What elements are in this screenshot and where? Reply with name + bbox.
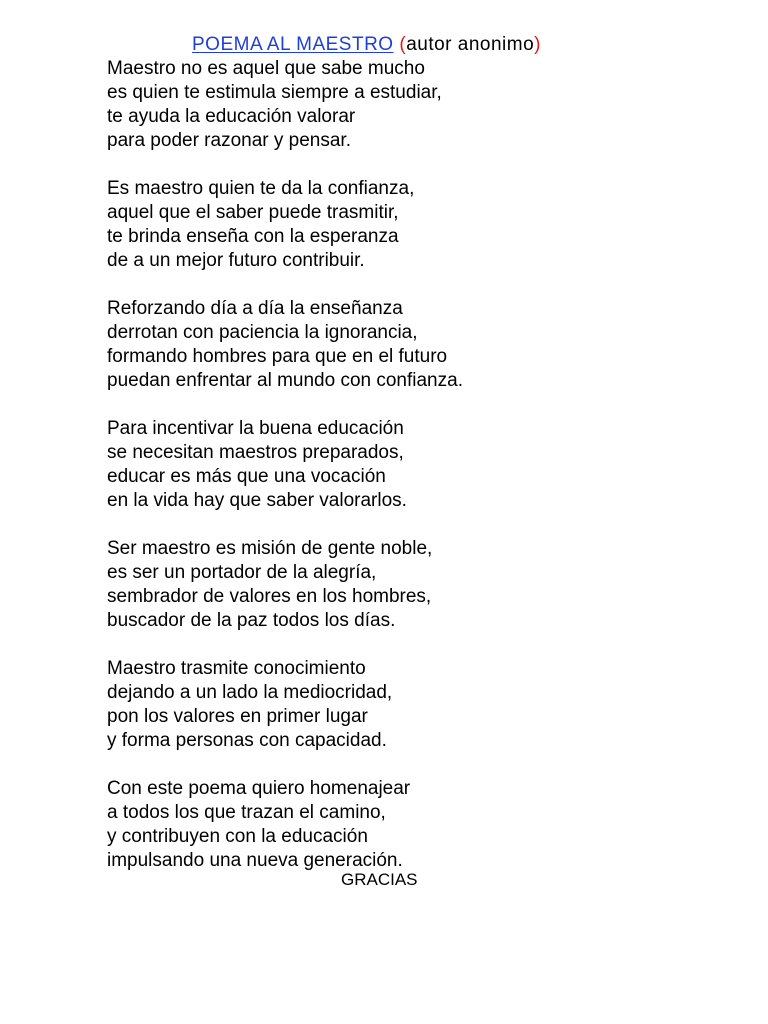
- poem-line: educar es más que una vocación: [107, 466, 386, 487]
- poem-line: dejando a un lado la mediocridad,: [107, 682, 393, 703]
- poem-line: Es maestro quien te da la confianza,: [107, 178, 415, 199]
- poem-body: [107, 57, 667, 897]
- poem-line: y forma personas con capacidad.: [107, 730, 387, 751]
- poem-title-link[interactable]: POEMA AL MAESTRO: [192, 34, 394, 55]
- closing-thanks: GRACIAS: [341, 870, 418, 889]
- poem-line: Con este poema quiero homenajear: [107, 778, 411, 799]
- poem-line: y contribuyen con la educación: [107, 826, 368, 847]
- poem-line: en la vida hay que saber valorarlos.: [107, 490, 407, 511]
- author-open-paren: (: [399, 34, 407, 55]
- poem-line: pon los valores en primer lugar: [107, 706, 368, 727]
- poem-line: Para incentivar la buena educación: [107, 418, 404, 439]
- poem-line: es ser un portador de la alegría,: [107, 562, 377, 583]
- poem-line: formando hombres para que en el futuro: [107, 346, 448, 367]
- poem-line: a todos los que trazan el camino,: [107, 802, 386, 823]
- poem-line: te ayuda la educación valorar: [107, 106, 356, 127]
- stanza-4: [107, 417, 667, 513]
- poem-line: derrotan con paciencia la ignorancia,: [107, 322, 418, 343]
- poem-line: puedan enfrentar al mundo con confianza.: [107, 370, 463, 391]
- poem-line: impulsando una nueva generación.: [107, 850, 403, 871]
- poem-line: Maestro no es aquel que sabe mucho: [107, 58, 425, 79]
- stanza-6: [107, 657, 667, 753]
- poem-line: Ser maestro es misión de gente noble,: [107, 538, 433, 559]
- poem-line: para poder razonar y pensar.: [107, 130, 351, 151]
- poem-line: Maestro trasmite conocimiento: [107, 658, 366, 679]
- poem-line: aquel que el saber puede trasmitir,: [107, 202, 399, 223]
- poem-line: es quien te estimula siempre a estudiar,: [107, 82, 442, 103]
- poem-line: sembrador de valores en los hombres,: [107, 586, 432, 607]
- author-close-paren: ): [534, 34, 541, 55]
- poem-line: buscador de la paz todos los días.: [107, 610, 396, 631]
- stanza-3: [107, 297, 667, 393]
- poem-title-line: [192, 33, 541, 57]
- author-attribution: autor anonimo: [406, 34, 535, 55]
- poem-line: Reforzando día a día la enseñanza: [107, 298, 403, 319]
- stanza-2: [107, 177, 667, 273]
- stanza-7: [107, 777, 667, 873]
- stanza-5: [107, 537, 667, 633]
- poem-line: te brinda enseña con la esperanza: [107, 226, 399, 247]
- poem-line: se necesitan maestros preparados,: [107, 442, 404, 463]
- stanza-1: [107, 57, 667, 153]
- poem-line: de a un mejor futuro contribuir.: [107, 250, 365, 271]
